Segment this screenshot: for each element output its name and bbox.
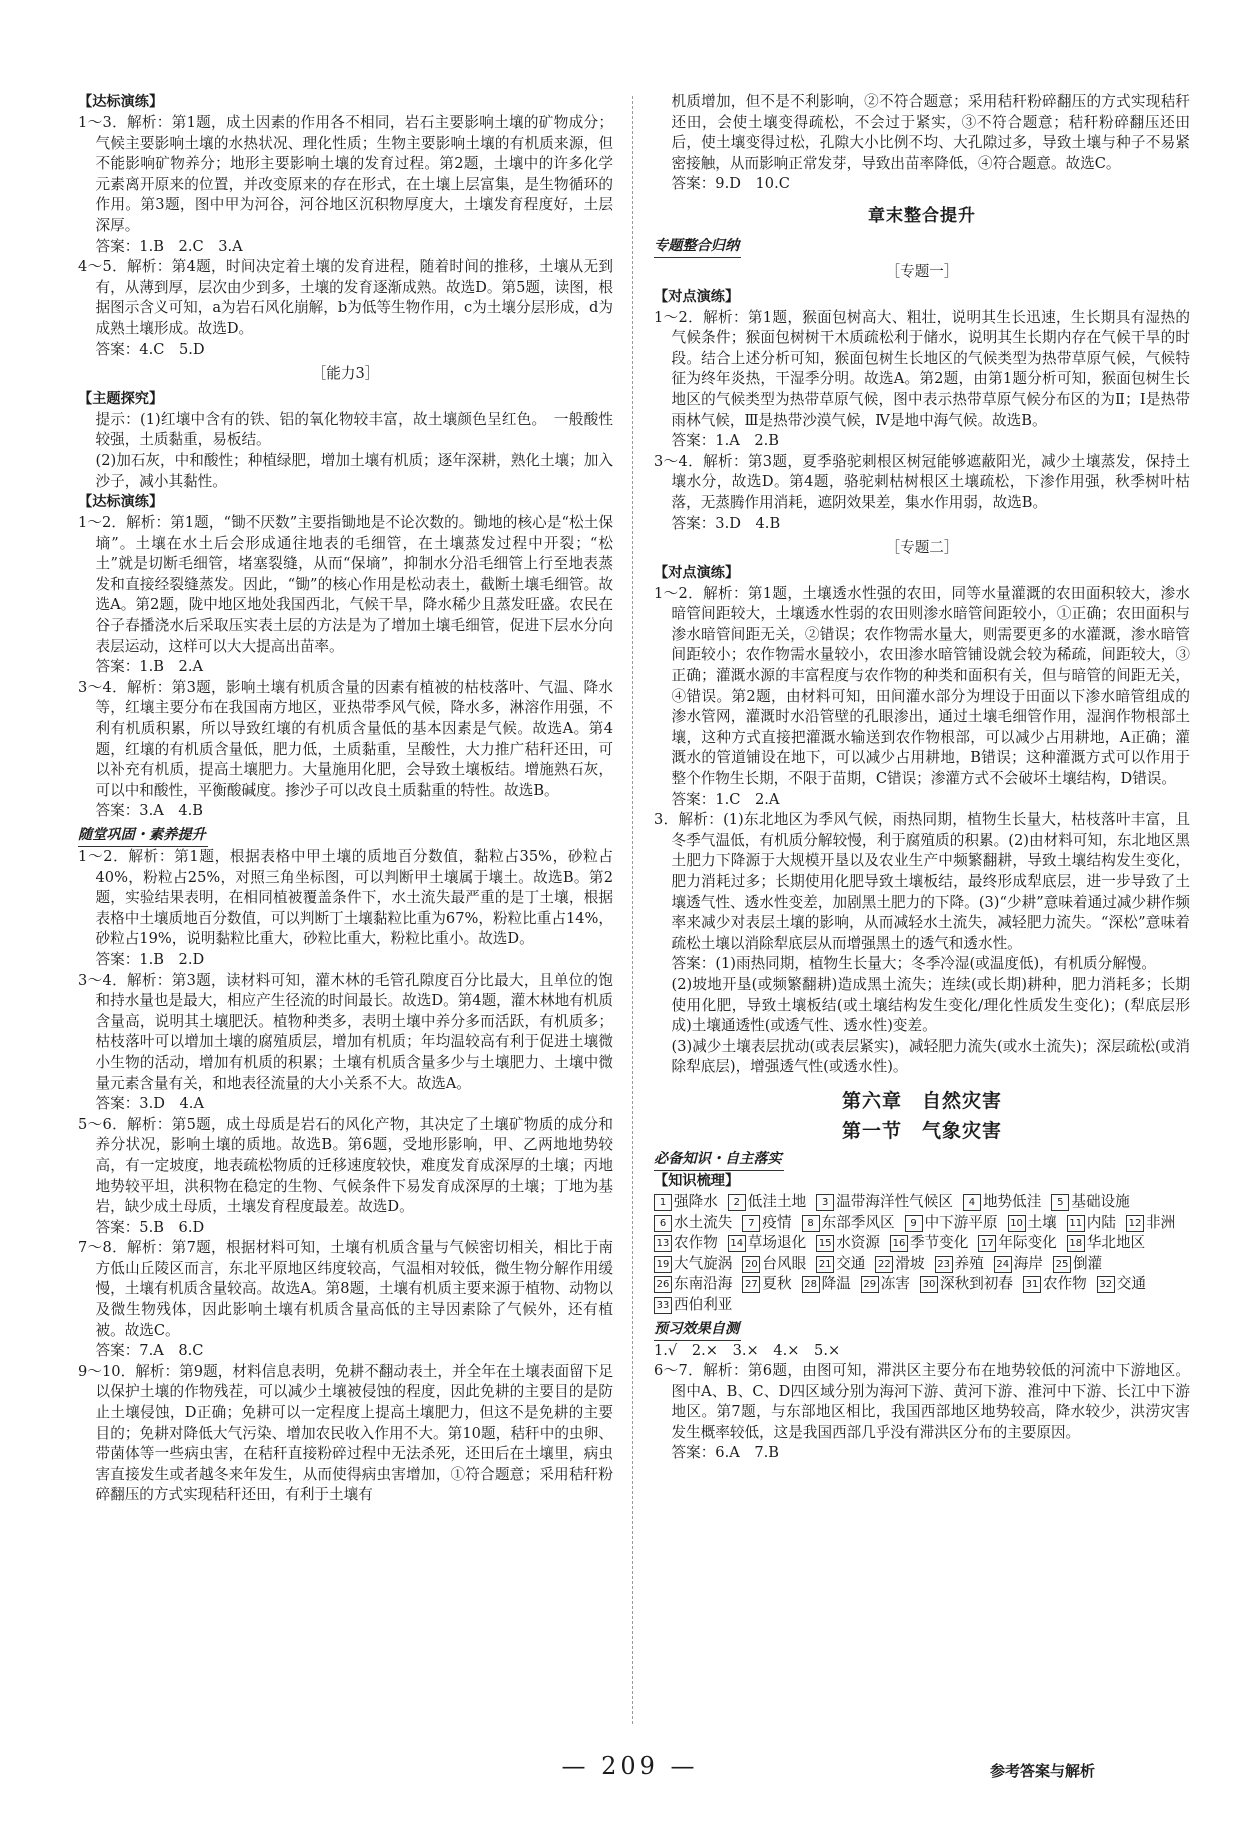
knowledge-term [802, 1213, 895, 1234]
term-number: 31 [1023, 1276, 1041, 1293]
term-number: 24 [994, 1256, 1012, 1273]
knowledge-term [802, 1274, 851, 1295]
heading-point-practice-2: 【对点演练】 [654, 564, 740, 581]
term-text: 交通 [1116, 1275, 1146, 1293]
topic-2-label: ［专题二］ [885, 539, 959, 557]
term-text: 降温 [821, 1275, 851, 1293]
answer-r-9-10: 答案：9.D 10.C [671, 175, 790, 193]
knowledge-term [1053, 1254, 1102, 1275]
knowledge-term [994, 1254, 1043, 1275]
term-text: 台风眼 [762, 1254, 807, 1272]
term-text: 大气旋涡 [674, 1254, 733, 1272]
knowledge-term [905, 1213, 998, 1234]
answer-t2-3 [654, 954, 1190, 975]
knowledge-term [654, 1192, 718, 1213]
analysis-t1-3-4: 3～4．解析：第3题，夏季骆驼刺根区树冠能够遮蔽阳光，减少土壤蒸发，保持土壤水分，故选D。第4题，骆驼刺枯树根区土壤疏松，下渗作用强，秋季树叶枯落，无蒸腾作用消耗，遮阴效果差，集水作用弱，故选B。 [654, 452, 1190, 511]
answer-t2-1-2: 答案：1.C 2.A [671, 790, 780, 808]
hint-2: (2)加石灰，中和酸性；种植绿肥，增加土壤有机质；逐年深耕，熟化土壤；加入沙子，减小其黏性。 [95, 451, 613, 490]
knowledge-term [816, 1192, 953, 1213]
term-text: 倒灌 [1073, 1254, 1103, 1272]
term-text: 滑坡 [895, 1254, 925, 1272]
term-number: 26 [654, 1276, 672, 1293]
term-number: 18 [1067, 1235, 1085, 1252]
analysis-r-9-10-cont: 机质增加，但不是不利影响，②不符合题意；采用秸秆粉碎翻压的方式实现秸秆还田，会使土壤变得疏松，不会过于紧实，③不符合题意；秸秆粉碎翻压还田后，使土壤变得过松，孔隙大小比例不均、大孔隙过多，导致土壤与种子不易紧密接触，从而影响正常发芽，导致出苗率降低，④符合题意。故选C。 [671, 93, 1190, 172]
term-number: 30 [920, 1276, 938, 1293]
term-text: 疫情 [762, 1213, 792, 1231]
term-number: 21 [816, 1256, 834, 1273]
judgement-answers: 1.√ 2.× 3.× 4.× 5.× [654, 1341, 841, 1359]
knowledge-term [654, 1233, 718, 1254]
analysis-r-5-6: 5～6．解析：第5题，成土母质是岩石的风化产物，其决定了土壤矿物质的成分和养分状况，影响土壤的质地。故选B。第6题，受地形影响，甲、乙两地地势较高，有一定坡度，地表疏松物质的迁移速度较快，难度发育成深厚的土壤；丙地地势较平坦，洪积物在稳定的生物、气候条件下易发育成深厚的土壤；丁地为基岩，缺少成土母质，土壤发育程度最差。故选D。 [78, 1115, 613, 1216]
chapter-summary-title: 章末整合提升 [868, 205, 976, 226]
answer-r-7-8: 答案：7.A 8.C [95, 1342, 204, 1360]
term-number: 5 [1051, 1194, 1069, 1211]
analysis-t2-3: 3．解析：(1)东北地区为季风气候，雨热同期，植物生长量大，枯枝落叶丰富，且冬季气温低，有机质分解较慢，利于腐殖质的积累。(2)由材料可知，东北地区黑土肥力下降源于大规模开垦以及农业生产中频繁翻耕，导致土壤结构发生变化，肥力消耗过多；长期使用化肥导致土壤板结，最终形成犁底层，进一步导致了土壤透气性、透水性变差，加剧黑土肥力的下降。(3)“少耕”意味着通过减少耕作频率来减少对表层土壤的影响，从而减轻水土流失，减轻肥力流失。“深松”意味着疏松土壤以消除犁底层从而增强黑土的透气和透水性。 [654, 811, 1190, 952]
knowledge-term [1008, 1213, 1057, 1234]
knowledge-term [742, 1213, 791, 1234]
chapter-title: 第六章 自然灾害 [841, 1089, 1002, 1112]
analysis-4-5: 4～5．解析：第4题，时间决定着土壤的发育进程，随着时间的推移，土壤从无到有，从薄到厚，层次由少到多，土壤的发育逐渐成熟。故选D。第5题，读图，根据图示含义可知，a为岩石风化崩解，b为低等生物作用，c为土壤分层形成，d为成熟土壤形成。故选D。 [78, 258, 613, 337]
term-number: 23 [935, 1256, 953, 1273]
knowledge-term [1126, 1213, 1175, 1234]
term-number: 3 [816, 1194, 834, 1211]
term-number: 14 [728, 1235, 746, 1252]
term-number: 10 [1008, 1215, 1026, 1232]
analysis-t1-1-2: 1～2．解析：第1题，猴面包树高大、粗壮，说明其生长迅速，生长期具有湿热的气候条件；猴面包树树干木质疏松利于储水，说明其生长期内存在气候干旱的时段。结合上述分析可知，猴面包树生长地区的气候类型为热带草原气候，气候特征为终年炎热，干湿季分明。故选A。第2题，由第1题分析可知，猴面包树生长地区的气候类型为热带草原气候，图中表示热带草原气候分布区的为Ⅱ；Ⅰ是热带雨林气候，Ⅲ是热带沙漠气候，Ⅳ是地中海气候。故选B。 [654, 308, 1190, 429]
analysis-r-9-10: 9～10．解析：第9题，材料信息表明，免耕不翻动表土，并全年在土壤表面留下足以保护土壤的作物残茬，可以减少土壤被侵蚀的程度，因此免耕的主要目的是防止土壤侵蚀，D正确；免耕可以一定程度上提高土壤肥力，但这不是免耕的主要目的；免耕对降低大气污染、增加农民收入作用不大。第10题，秸秆中的虫卵、带菌体等一些病虫害，在秸秆直接粉碎过程中无法杀死，还田后在土壤里，病虫害直接发生或者越冬来年发生，从而使得病虫害增加，①符合题意；采用秸秆粉碎翻压的方式实现秸秆还田，有利于土壤有 [78, 1362, 613, 1504]
knowledge-term [890, 1233, 968, 1254]
right-column [654, 92, 1190, 1464]
answer-r-1-2: 答案：1.B 2.D [95, 950, 205, 968]
term-text: 养殖 [954, 1254, 984, 1272]
term-number: 33 [654, 1297, 672, 1314]
analysis-r-7-8: 7～8．解析：第7题，根据材料可知，土壤有机质含量与气候密切相关，相比于南方低山丘陵区而言，东北平原地区纬度较高，气温相对较低，微生物分解作用缓慢，土壤有机质含量较高。故选A。第8题，土壤有机质主要来源于植物、动物以及微生物残体，因此影响土壤有机质含量高低的主导因素除了气候外，还有植被。故选C。 [78, 1239, 613, 1339]
analysis-r-1-2: 1～2．解析：第1题，根据表格中甲土壤的质地百分数值，黏粒占35%，砂粒占40%，粉粒占25%，对照三角坐标图，可以判断甲土壤属于壤土。故选B。第2题，实验结果表明，在相同植被覆盖条件下，水土流失最严重的是丁土壤，根据表格中土壤质地百分数值，可以判断丁土壤黏粒比重为67%，粉粒比重占14%，砂粒占19%，说明黏粒比重大，砂粒比重大，粉粒比重小。故选D。 [78, 848, 613, 948]
term-text: 土壤 [1027, 1213, 1057, 1231]
heading-point-practice: 【对点演练】 [654, 288, 740, 305]
heading-topic-explore: 【主题探究】 [78, 390, 164, 407]
knowledge-term [742, 1274, 791, 1295]
term-text: 温带海洋性气候区 [836, 1192, 953, 1210]
term-number: 6 [654, 1215, 672, 1232]
section-preview-test: 预习效果自测 [654, 1318, 741, 1341]
ability-3-label: ［能力3］ [311, 365, 380, 383]
term-number: 17 [978, 1235, 996, 1252]
section-essential-knowledge: 必备知识・自主落实 [654, 1148, 784, 1171]
term-number: 8 [802, 1215, 820, 1232]
term-text: 东南沿海 [674, 1275, 733, 1293]
term-number: 9 [905, 1215, 923, 1232]
section-topic-summary: 专题整合归纳 [654, 235, 741, 258]
term-text: 东部季风区 [821, 1213, 895, 1231]
knowledge-term [654, 1254, 732, 1275]
knowledge-term [654, 1213, 732, 1234]
term-number: 22 [875, 1256, 893, 1273]
term-text: 内陆 [1086, 1213, 1116, 1231]
term-text: 冻害 [880, 1275, 910, 1293]
knowledge-term [1097, 1274, 1146, 1295]
term-text: 基础设施 [1071, 1192, 1130, 1210]
term-number: 7 [742, 1215, 760, 1232]
knowledge-term [1051, 1192, 1129, 1213]
term-text: 水资源 [836, 1234, 880, 1252]
knowledge-term [920, 1274, 1013, 1295]
knowledge-term [861, 1274, 910, 1295]
knowledge-term [728, 1192, 806, 1213]
knowledge-term [978, 1233, 1056, 1254]
knowledge-term [654, 1274, 732, 1295]
topic-1-label: ［专题一］ [885, 262, 959, 280]
knowledge-term [1067, 1213, 1116, 1234]
answer-r-5-6: 答案：5.B 6.D [95, 1218, 205, 1236]
heading-practice-2: 【达标演练】 [78, 494, 164, 511]
term-text: 深秋到初春 [940, 1275, 1013, 1293]
answer-4-5: 答案：4.C 5.D [95, 340, 205, 358]
term-text: 低洼土地 [747, 1192, 807, 1210]
term-text: 夏秋 [762, 1275, 792, 1293]
answer-6-7: 答案：6.A 7.B [671, 1444, 780, 1462]
term-text: 地势低洼 [982, 1192, 1042, 1210]
term-text: 华北地区 [1086, 1234, 1146, 1252]
term-text: 季节变化 [909, 1234, 969, 1252]
column-divider [632, 96, 633, 1724]
answer-1-2: 答案：1.B 2.A [95, 658, 204, 676]
knowledge-term [654, 1295, 732, 1316]
answer-3-part1: (1)雨热同期，植物生长量大；冬季冷湿(或温度低)，有机质分解慢。 [715, 955, 1156, 973]
term-number: 13 [654, 1235, 672, 1252]
hint-1: 提示：(1)红壤中含有的铁、铝的氧化物较丰富，故土壤颜色呈红色。 一般酸性较强，土质黏重，易板结。 [95, 410, 613, 449]
answer-r-3-4: 答案：3.D 4.A [95, 1095, 204, 1113]
term-text: 交通 [836, 1254, 866, 1272]
section-title: 第一节 气象灾害 [841, 1119, 1002, 1142]
heading-practice: 【达标演练】 [78, 94, 164, 110]
term-number: 20 [742, 1256, 760, 1273]
answer-t1-1-2: 答案：1.A 2.B [671, 432, 780, 450]
term-number: 27 [742, 1276, 760, 1293]
term-number: 1 [654, 1194, 672, 1211]
answer-1-3: 答案：1.B 2.C 3.A [95, 237, 243, 255]
term-text: 强降水 [674, 1192, 718, 1210]
analysis-t2-1-2: 1～2．解析：第1题，土壤透水性强的农田，同等水量灌溉的农田面积较大，渗水暗管间距较大，土壤透水性弱的农田则渗水暗管间距较小，①正确；农田面积与渗水暗管间距无关，②错误；农作物需水量大，则需要更多的水灌溉，渗水暗管间距较小；农作物需水量较小，农田渗水暗管铺设就会较为稀疏，间距较大，③正确；灌溉水源的丰富程度与农作物的种类和面积有关，但与暗管的间距无关，④错误。第2题，由材料可知，田间灌水部分为埋设于田面以下渗水暗管组成的渗水管网，灌溉时水沿管壁的孔眼渗出，通过土壤毛细管作用，湿润作物根部土壤，这种方式直接把灌溉水输送到农作物根部，可以减少占用耕地，A正确；灌溉水的管道铺设在地下，可以减少占用耕地，B错误；这种灌溉方式可以作用于整个作物生长期，不限于苗期，C错误；渗灌方式不会破坏土壤结构，D错误。 [654, 584, 1190, 788]
term-number: 32 [1097, 1276, 1115, 1293]
term-number: 29 [861, 1276, 879, 1293]
analysis-r-3-4: 3～4．解析：第3题，读材料可知，灌木林的毛管孔隙度百分比最大，且单位的饱和持水量也是最大，相应产生径流的时间最长。故选D。第4题，灌木林地有机质含量高，说明其土壤肥沃。植物种类多，表明土壤中养分多而活跃，有机质多；枯枝落叶可以增加土壤的腐殖质层，增加有机质；年均温较高有利于促进土壤微小生物的活动，增加有机质的积累；土壤有机质含量多少与土壤肥力、土壤中微量元素含量有关，和地表径流量的大小关系不大。故选A。 [78, 971, 613, 1092]
term-number: 25 [1053, 1256, 1071, 1273]
term-number: 11 [1067, 1215, 1085, 1232]
term-number: 12 [1126, 1215, 1144, 1232]
analysis-6-7: 6～7．解析：第6题，由图可知，滞洪区主要分布在地势较低的河流中下游地区。图中A、B、C、D四区域分别为海河下游、黄河下游、淮河中下游、长江中下游地区。第7题，与东部地区相比，我国西部地区地势较高，降水较少，洪涝灾害发生概率较低，这是我国西部几乎没有滞洪区分布的主要原因。 [654, 1362, 1190, 1441]
term-text: 海岸 [1013, 1254, 1043, 1272]
term-text: 水土流失 [674, 1213, 733, 1231]
term-number: 4 [963, 1194, 981, 1211]
answer-3-4: 答案：3.A 4.B [95, 802, 204, 820]
analysis-1-2: 1～2．解析：第1题，“锄不厌数”主要指锄地是不论次数的。锄地的核心是“松土保墒”。土壤在水土后会形成通往地表的毛细管，在土壤蒸发过程中开裂；“松土”就是切断毛细管，堵塞裂缝，从而“保墒”，抑制水分沿毛细管上行至地表蒸发和直接经裂缝蒸发。因此，“锄”的核心作用是松动表土，截断土壤毛细管。故选A。第2题，陇中地区地处我国西北，气候干旱，降水稀少且蒸发旺盛。农民在谷子春播浇水后采取压实表土层的方法是为了增加土壤毛细管，促进下层水分向表层运动，这样可以大大提高出苗率。 [78, 514, 613, 655]
knowledge-term [728, 1233, 806, 1254]
knowledge-term [963, 1192, 1041, 1213]
term-text: 中下游平原 [924, 1213, 998, 1231]
term-text: 西伯利亚 [674, 1295, 733, 1313]
footer-label: 参考答案与解析 [990, 1762, 1096, 1780]
term-text: 草场退化 [747, 1234, 807, 1252]
answer-t1-3-4: 答案：3.D 4.B [671, 514, 781, 532]
answer-3-part3: (3)减少土壤表层扰动(或表层紧实)，减轻肥力流失(或水土流失)；深层疏松(或消除犁底层)，增强透气性(或透水性)。 [671, 1037, 1190, 1076]
knowledge-terms [654, 1192, 1190, 1316]
term-text: 年际变化 [998, 1234, 1057, 1252]
answer-3-part2: (2)坡地开垦(或频繁翻耕)造成黑土流失；连续(或长期)耕种，肥力消耗多；长期使用化肥，导致土壤板结(或土壤结构发生变化/理化性质发生变化)；(犁底层形成)土壤通透性(或透气性、透水性)变差。 [671, 975, 1190, 1035]
knowledge-term [935, 1254, 984, 1275]
knowledge-term [742, 1254, 806, 1275]
term-text: 农作物 [674, 1234, 718, 1252]
knowledge-term [1067, 1233, 1145, 1254]
knowledge-term [875, 1254, 924, 1275]
term-text: 农作物 [1042, 1275, 1087, 1293]
knowledge-term [1023, 1274, 1087, 1295]
knowledge-term [816, 1233, 880, 1254]
term-text: 非洲 [1145, 1213, 1176, 1231]
term-number: 2 [728, 1194, 746, 1211]
term-number: 16 [890, 1235, 908, 1252]
term-number: 15 [816, 1235, 834, 1252]
knowledge-term [816, 1254, 865, 1275]
section-classroom: 随堂巩固・素养提升 [78, 824, 208, 847]
term-number: 28 [802, 1276, 820, 1293]
analysis-1-3: 1～3．解析：第1题，成土因素的作用各不相同，岩石主要影响土壤的矿物成分；气候主要影响土壤的水热状况、理化性质；生物主要影响土壤的有机质来源，但不能影响矿物养分；地形主要影响土壤的发育过程。第2题，土壤中的许多化学元素离开原来的位置，并改变原来的存在形式，在土壤上层富集，是生物循环的作用。第3题，图中甲为河谷，河谷地区沉积物厚度大，土壤发育程度好，土层深厚。 [78, 114, 613, 234]
term-number: 19 [654, 1256, 672, 1273]
page-number: — 209 — [561, 1752, 699, 1780]
left-column [78, 92, 613, 1506]
answer-prefix: 答案： [671, 955, 716, 973]
analysis-3-4: 3～4．解析：第3题，影响土壤有机质含量的因素有植被的枯枝落叶、气温、降水等，红壤主要分布在我国南方地区，亚热带季风气候，降水多，淋溶作用强，不利有机质积累，所以导致红壤的有机质含量低的基本因素是气候。故选A。第4题，红壤的有机质含量低，肥力低，土质黏重，呈酸性，大力推广秸秆还田，可以补充有机质，提高土壤肥力。大量施用化肥，会导致土壤板结。增施熟石灰，可以中和酸性，平衡酸碱度。掺沙子可以改良土质黏重的特性。故选B。 [78, 678, 613, 799]
heading-knowledge-outline: 【知识梳理】 [654, 1172, 740, 1189]
